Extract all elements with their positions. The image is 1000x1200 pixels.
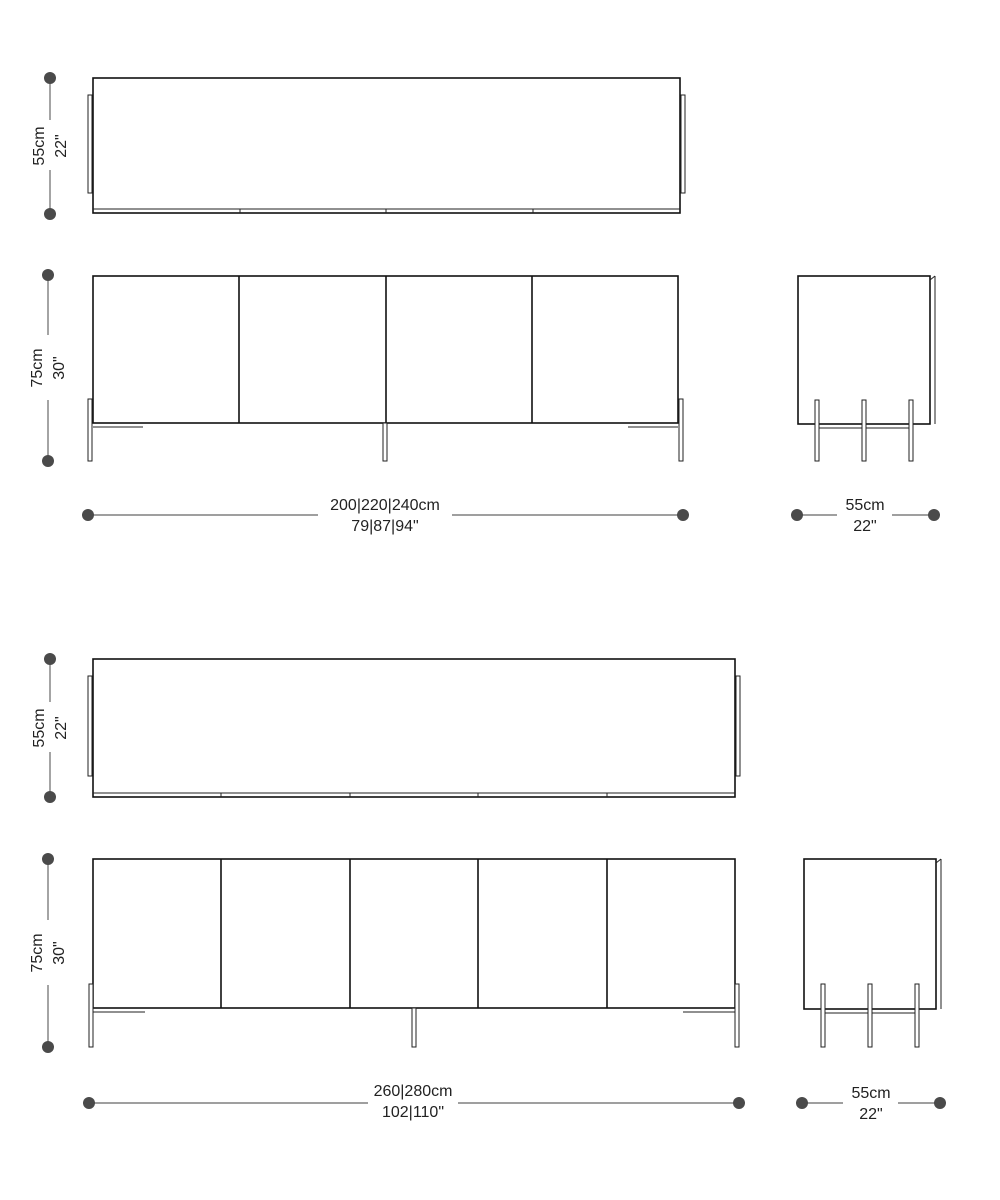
- dimension-endpoint: [44, 208, 56, 220]
- dimension-endpoint: [83, 1097, 95, 1109]
- depth-in-label: 22": [853, 518, 877, 535]
- leg: [821, 984, 825, 1047]
- leg: [679, 399, 683, 461]
- leg: [915, 984, 919, 1047]
- dimension-endpoint: [44, 72, 56, 84]
- dimension-endpoint: [82, 509, 94, 521]
- top-height-dimension-1: [31, 72, 70, 220]
- dimension-endpoint: [791, 509, 803, 521]
- leg: [862, 400, 866, 461]
- width-in-label: 102|110": [381, 1104, 445, 1121]
- front-height-in-label: 30": [51, 941, 68, 965]
- side-view-2: [804, 859, 941, 1047]
- width-dimension-2: [83, 1083, 745, 1121]
- width-dimension-1: [82, 497, 689, 535]
- top-height-in-label: 22": [53, 716, 70, 740]
- front-height-dimension-1: [29, 269, 68, 467]
- width-cm-label: 200|220|240cm: [330, 497, 440, 514]
- top-height-cm-label: 55cm: [31, 126, 48, 166]
- depth-cm-label: 55cm: [845, 497, 885, 514]
- width-cm-label: 260|280cm: [373, 1083, 453, 1100]
- dimension-endpoint: [934, 1097, 946, 1109]
- dimension-endpoint: [733, 1097, 745, 1109]
- leg: [909, 400, 913, 461]
- width-in-label: 79|87|94": [351, 518, 419, 535]
- dimension-endpoint: [44, 653, 56, 665]
- leg: [815, 400, 819, 461]
- dimension-endpoint: [677, 509, 689, 521]
- leg: [868, 984, 872, 1047]
- top-height-dimension-2: [31, 653, 70, 803]
- front-height-cm-label: 75cm: [29, 933, 46, 973]
- leg: [89, 984, 93, 1047]
- section-1: [29, 72, 940, 535]
- leg: [383, 423, 387, 461]
- front-height-dimension-2: [29, 853, 68, 1053]
- depth-dimension-2: [796, 1085, 946, 1123]
- leg: [735, 984, 739, 1047]
- front-height-cm-label: 75cm: [29, 348, 46, 388]
- dimension-endpoint: [42, 269, 54, 281]
- dimension-endpoint: [44, 791, 56, 803]
- side-view-1: [798, 276, 935, 461]
- front-view-2: [89, 859, 739, 1047]
- dimension-endpoint: [42, 1041, 54, 1053]
- section-2: [29, 653, 946, 1123]
- top-height-cm-label: 55cm: [31, 708, 48, 748]
- dimension-endpoint: [42, 853, 54, 865]
- top-view-1: [88, 78, 685, 213]
- dimension-endpoint: [796, 1097, 808, 1109]
- depth-dimension-1: [791, 497, 940, 535]
- dimension-endpoint: [42, 455, 54, 467]
- front-height-in-label: 30": [51, 356, 68, 380]
- depth-in-label: 22": [859, 1106, 883, 1123]
- top-view-2: [88, 659, 740, 797]
- leg: [88, 399, 92, 461]
- top-height-in-label: 22": [53, 134, 70, 158]
- front-view-1: [88, 276, 683, 461]
- leg: [412, 1008, 416, 1047]
- dimension-endpoint: [928, 509, 940, 521]
- depth-cm-label: 55cm: [851, 1085, 891, 1102]
